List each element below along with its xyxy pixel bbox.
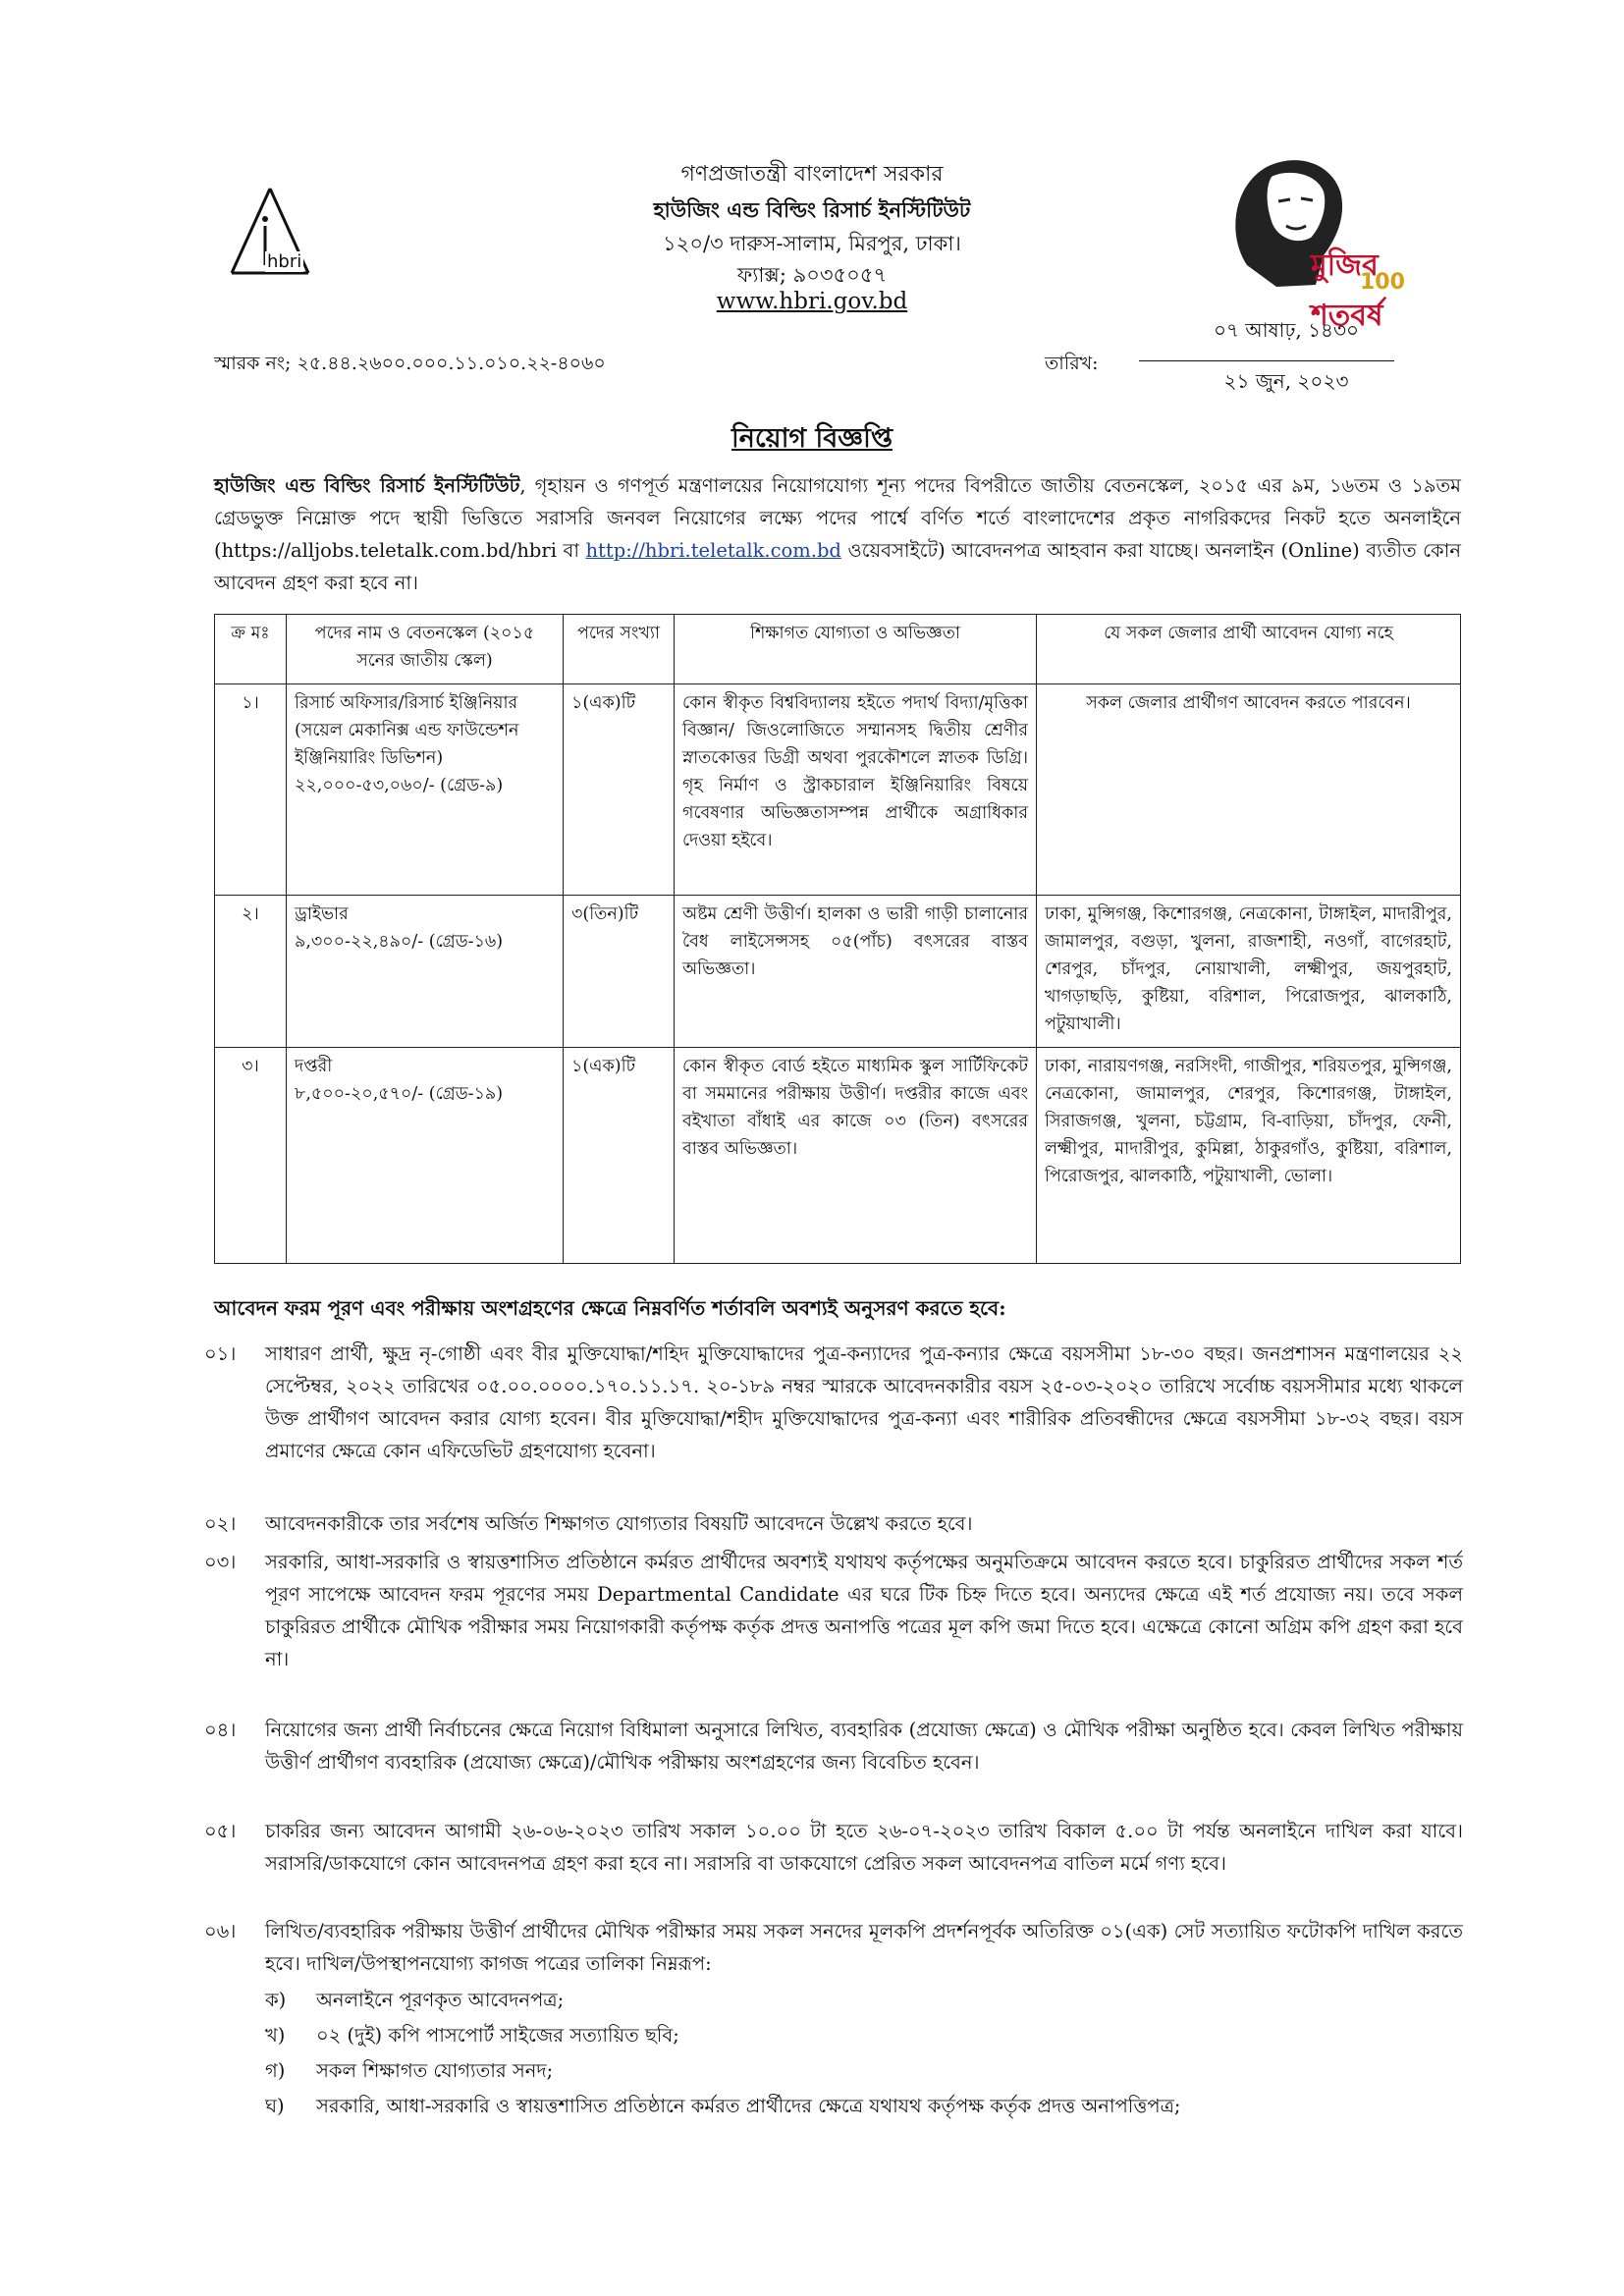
condition-number: ০২। bbox=[204, 1512, 237, 1535]
date-bangla: ০৭ আষাঢ়, ১৪৩০ bbox=[1213, 318, 1360, 342]
intro-text-2: ওয়েবসাইটে) আবেদনপত্র আহবান করা যাচ্ছে। অনলাইন (Online) ব্যতীত কোন আবেদন গ্রহণ করা হবে না। bbox=[214, 539, 1461, 594]
pay-scale: ৮,৫০০-২০,৫৭০/- (গ্রেড-১৯) bbox=[295, 1084, 504, 1104]
institute-name: হাউজিং এন্ড বিল্ডিং রিসার্চ ইনস্টিটিউট bbox=[653, 197, 971, 222]
condition-text: সাধারণ প্রার্থী, ক্ষুদ্র নৃ-গোষ্ঠী এবং বীর মুক্তিযোদ্ধা/শহিদ মুক্তিযোদ্ধাদের পুত্র-কন্যাদের পুত্র-কন্যার ক্ষেত্রে বয়সসীমা ১৮-৩০ বছর। জনপ্রশাসন মন্ত্রণালয়ের ২২ সেপ্টেম্বর, ২০২২ তারিখের ০৫.০০.০০০০.১৭০.১১.১৭. ২০-১৮৯ নম্বর স্মারকে আবেদনকারীর বয়স ২৫-০৩-২০২০ তারিখে সর্বোচ্চ বয়সসীমার মধ্যে থাকলে উক্ত প্রার্থীগণ আবেদন করার যোগ্য হবেন। বীর মুক্তিযোদ্ধা/শহীদ মুক্তিযোদ্ধাদের পুত্র-কন্যা এবং শারীরিক প্রতিবন্ধীদের ক্ষেত্রে বয়সসীমা ১৮-৩২ বছর। বয়স প্রমাণের ক্ষেত্রে কোন এফিডেভিট গ্রহণযোগ্য হবেনা। bbox=[265, 1342, 1463, 1462]
condition-item bbox=[204, 1714, 1463, 1778]
cell-districts: ঢাকা, মুন্সিগঞ্জ, কিশোরগঞ্জ, নেত্রকোনা, টাঙ্গাইল, মাদারীপুর, জামালপুর, বগুড়া, খুলনা, রাজশাহী, নওগাঁ, বাগেরহাট, শেরপুর, চাঁদপুর, নোয়াখালী, লক্ষ্মীপুর, জয়পুরহাট, খাগড়াছড়ি, কুষ্টিয়া, বরিশাল, পিরোজপুর, ঝালকাঠি, পটুয়াখালী। bbox=[1037, 896, 1461, 1048]
mujib-text: মুজিব শতবর্ষ bbox=[1311, 248, 1383, 333]
cell-serial: ১। bbox=[215, 684, 287, 896]
teletalk-link[interactable]: http://hbri.teletalk.com.bd bbox=[585, 539, 841, 562]
date-label: তারিখ: bbox=[1045, 353, 1099, 374]
pay-scale: ৯,৩০০-২২,৪৯০/- (গ্রেড-১৬) bbox=[295, 932, 504, 952]
list-text: অনলাইনে পূরণকৃত আবেদনপত্র; bbox=[316, 1989, 565, 2011]
condition-number: ০১। bbox=[204, 1342, 237, 1365]
list-letter: ঘ) bbox=[265, 2095, 285, 2117]
website-link[interactable]: www.hbri.gov.bd bbox=[716, 289, 908, 314]
table-row bbox=[215, 896, 1461, 1048]
condition-item bbox=[204, 1507, 1463, 1540]
page-title: নিয়োগ বিজ্ঞপ্তি bbox=[731, 423, 893, 454]
hbri-logo-text: hbri bbox=[267, 251, 302, 272]
document-list-item bbox=[265, 2090, 1463, 2122]
memo-number: স্মারক নং; ২৫.৪৪.২৬০০.০০০.১১.০১০.২২-৪০৬০ bbox=[214, 353, 606, 374]
condition-number: ০৬। bbox=[204, 1920, 237, 1942]
posts-table bbox=[214, 614, 1461, 1264]
condition-text: আবেদনকারীকে তার সর্বশেষ অর্জিত শিক্ষাগত যোগ্যতার বিষয়টি আবেদনে উল্লেখ করতে হবে। bbox=[265, 1512, 973, 1535]
cell-post bbox=[287, 1048, 564, 1264]
condition-text: সরকারি, আধা-সরকারি ও স্বায়ত্তশাসিত প্রতিষ্ঠানে কর্মরত প্রার্থীদের অবশ্যই যথাযথ কর্তৃপক্ষের অনুমতিক্রমে আবেদন করতে হবে। চাকুরিরত প্রার্থীদের সকল শর্ত পূরণ সাপেক্ষে আবেদন ফরম পূরণের সময় Departmental Candidate এর ঘরে টিক চিহ্ন দিতে হবে। অন্যদের ক্ষেত্রে এই শর্ত প্রযোজ্য নয়। তবে সকল চাকুরিরত প্রার্থীকে মৌখিক পরীক্ষার সময় নিয়োগকারী কর্তৃপক্ষ কর্তৃক প্রদত্ত অনাপত্তি পত্রের মূল কপি জমা দিতে হবে। এক্ষেত্রে কোনো অগ্রিম কপি গ্রহণ করা হবে না। bbox=[265, 1551, 1463, 1670]
institute-address: ১২০/৩ দারুস-সালাম, মিরপুর, ঢাকা। bbox=[663, 232, 961, 255]
list-letter: গ) bbox=[265, 2059, 286, 2082]
table-header-row bbox=[215, 615, 1461, 684]
post-name: রিসার্চ অফিসার/রিসার্চ ইঞ্জিনিয়ার (সয়েল মেকানিক্স এন্ড ফাউন্ডেশন ইঞ্জিনিয়ারিং ডিভিশন) bbox=[295, 693, 519, 768]
table-row bbox=[215, 1048, 1461, 1264]
table-row bbox=[215, 684, 1461, 896]
cell-post bbox=[287, 684, 564, 896]
cell-serial: ৩। bbox=[215, 1048, 287, 1264]
intro-text-1: , গৃহায়ন ও গণপূর্ত মন্ত্রণালয়ের নিয়োগযোগ্য শূন্য পদের বিপরীতে জাতীয় বেতনস্কেল, ২০১৫ এর ৯ম, ১৬তম ও ১৯তম গ্রেডভুক্ত নিম্নোক্ত পদে স্থায়ী ভিত্তিতে সরাসরি জনবল নিয়োগের লক্ষ্যে পদের পার্শ্বে বর্ণিত শর্তে বাংলাদেশের প্রকৃত নাগরিকদের নিকট হতে অনলাইনে (https://alljobs.teletalk.com.bd/hbri বা bbox=[214, 474, 1461, 562]
cell-post bbox=[287, 896, 564, 1048]
date-divider bbox=[1139, 360, 1394, 361]
condition-text: নিয়োগের জন্য প্রার্থী নির্বাচনের ক্ষেত্রে নিয়োগ বিধিমালা অনুসারে লিখিত, ব্যবহারিক (প্রযোজ্য ক্ষেত্রে) ও মৌখিক পরীক্ষা অনুষ্ঠিত হবে। কেবল লিখিত পরীক্ষায় উত্তীর্ণ প্রার্থীগণ ব্যবহারিক (প্রযোজ্য ক্ষেত্রে)/মৌখিক পরীক্ষায় অংশগ্রহণের জন্য বিবেচিত হবেন। bbox=[265, 1719, 1463, 1774]
post-name: ড্রাইভার bbox=[295, 904, 349, 924]
col-education: শিক্ষাগত যোগ্যতা ও অভিজ্ঞতা bbox=[675, 615, 1037, 684]
mujib-number: 100 bbox=[1360, 270, 1405, 295]
document-list-item bbox=[265, 2054, 1463, 2087]
intro-institute: হাউজিং এন্ড বিল্ডিং রিসার্চ ইনস্টিটিউট bbox=[214, 474, 520, 497]
condition-item bbox=[204, 1815, 1463, 1880]
cell-serial: ২। bbox=[215, 896, 287, 1048]
condition-number: ০৪। bbox=[204, 1719, 237, 1741]
cell-count: ৩(তিন)টি bbox=[564, 896, 675, 1048]
date-gregorian: ২১ জুন, ২০২৩ bbox=[1223, 369, 1349, 393]
condition-number: ০৩। bbox=[204, 1551, 237, 1573]
list-letter: ক) bbox=[265, 1989, 287, 2011]
cell-districts: ঢাকা, নারায়ণগঞ্জ, নরসিংদী, গাজীপুর, শরিয়তপুর, মুন্সিগঞ্জ, নেত্রকোনা, জামালপুর, শেরপুর, কিশোরগঞ্জ, টাঙ্গাইল, সিরাজগঞ্জ, খুলনা, চট্টগ্রাম, বি-বাড়িয়া, চাঁদপুর, ফেনী, লক্ষ্মীপুর, মাদারীপুর, কুমিল্লা, ঠাকুরগাঁও, কুষ্টিয়া, বরিশাল, পিরোজপুর, ঝালকাঠি, পটুয়াখালী, ভোলা। bbox=[1037, 1048, 1461, 1264]
post-name: দপ্তরী bbox=[295, 1057, 333, 1076]
list-text: ০২ (দুই) কপি পাসপোর্ট সাইজের সত্যায়িত ছবি; bbox=[316, 2024, 679, 2047]
fax-number: ফ্যাক্স; ৯০৩৫০৫৭ bbox=[736, 263, 888, 287]
condition-text: চাকরির জন্য আবেদন আগামী ২৬-০৬-২০২৩ তারিখ সকাল ১০.০০ টা হতে ২৬-০৭-২০২৩ তারিখ বিকাল ৫.০০ টা পর্যন্ত অনলাইনে দাখিল করা যাবে। সরাসরি/ডাকযোগে কোন আবেদনপত্র গ্রহণ করা হবে না। সরাসরি বা ডাকযোগে প্রেরিত সকল আবেদনপত্র বাতিল মর্মে গণ্য হবে। bbox=[265, 1820, 1463, 1875]
condition-item bbox=[204, 1546, 1463, 1675]
col-count: পদের সংখ্যা bbox=[564, 615, 675, 684]
cell-count: ১(এক)টি bbox=[564, 684, 675, 896]
col-post: পদের নাম ও বেতনস্কেল (২০১৫ সনের জাতীয় স্কেল) bbox=[287, 615, 564, 684]
list-letter: খ) bbox=[265, 2024, 286, 2047]
document-list-item bbox=[265, 2019, 1463, 2051]
conditions-heading: আবেদন ফরম পূরণ এবং পরীক্ষায় অংশগ্রহণের ক্ষেত্রে নিম্নবর্ণিত শর্তাবলি অবশ্যই অনুসরণ করতে হবে: bbox=[214, 1296, 1006, 1320]
list-text: সরকারি, আধা-সরকারি ও স্বায়ত্তশাসিত প্রতিষ্ঠানে কর্মরত প্রার্থীদের ক্ষেত্রে যথাযথ কর্তৃপক্ষ কর্তৃক প্রদত্ত অনাপত্তিপত্র; bbox=[316, 2095, 1181, 2117]
intro-paragraph bbox=[214, 469, 1461, 599]
col-districts: যে সকল জেলার প্রার্থী আবেদন যোগ্য নহে bbox=[1037, 615, 1461, 684]
col-serial: ক্র মঃ bbox=[215, 615, 287, 684]
cell-education: অষ্টম শ্রেণী উত্তীর্ণ। হালকা ও ভারী গাড়ী চালানোর বৈধ লাইসেন্সসহ ০৫(পাঁচ) বৎসরের বাস্তব অভিজ্ঞতা। bbox=[675, 896, 1037, 1048]
condition-text: লিখিত/ব্যবহারিক পরীক্ষায় উত্তীর্ণ প্রার্থীদের মৌখিক পরীক্ষার সময় সকল সনদের মূলকপি প্রদর্শনপূর্বক অতিরিক্ত ০১(এক) সেট সত্যায়িত ফটোকপি দাখিল করতে হবে। দাখিল/উপস্থাপনযোগ্য কাগজ পত্রের তালিকা নিম্নরূপ: bbox=[265, 1920, 1463, 1975]
govt-name: গণপ্রজাতন্ত্রী বাংলাদেশ সরকার bbox=[680, 162, 944, 187]
cell-education: কোন স্বীকৃত বিশ্ববিদ্যালয় হইতে পদার্থ বিদ্যা/মৃত্তিকা বিজ্ঞান/ জিওলোজিতে সম্মানসহ দ্বিতীয় শ্রেণীর স্নাতকোত্তর ডিগ্রী অথবা পুরকৌশলে স্নাতক ডিগ্রি। গৃহ নির্মাণ ও স্ট্রাকচারাল ইঞ্জিনিয়ারিং বিষয়ে গবেষণার অভিজ্ঞতাসম্পন্ন প্রার্থীকে অগ্রাধিকার দেওয়া হইবে। bbox=[675, 684, 1037, 896]
document-list-item bbox=[265, 1984, 1463, 2016]
cell-education: কোন স্বীকৃত বোর্ড হইতে মাধ্যমিক স্কুল সার্টিফিকেট বা সমমানের পরীক্ষায় উত্তীর্ণ। দপ্তরীর কাজে এবং বইখাতা বাঁধাই এর কাজে ০৩ (তিন) বৎসরের বাস্তব অভিজ্ঞতা। bbox=[675, 1048, 1037, 1264]
cell-count: ১(এক)টি bbox=[564, 1048, 675, 1264]
cell-districts: সকল জেলার প্রার্থীগণ আবেদন করতে পারবেন। bbox=[1037, 684, 1461, 896]
hbri-logo bbox=[226, 187, 314, 285]
condition-item bbox=[204, 1915, 1463, 1980]
pay-scale: ২২,০০০-৫৩,০৬০/- (গ্রেড-৯) bbox=[295, 776, 504, 795]
condition-number: ০৫। bbox=[204, 1820, 237, 1842]
list-text: সকল শিক্ষাগত যোগ্যতার সনদ; bbox=[316, 2059, 554, 2082]
condition-item bbox=[204, 1338, 1463, 1467]
